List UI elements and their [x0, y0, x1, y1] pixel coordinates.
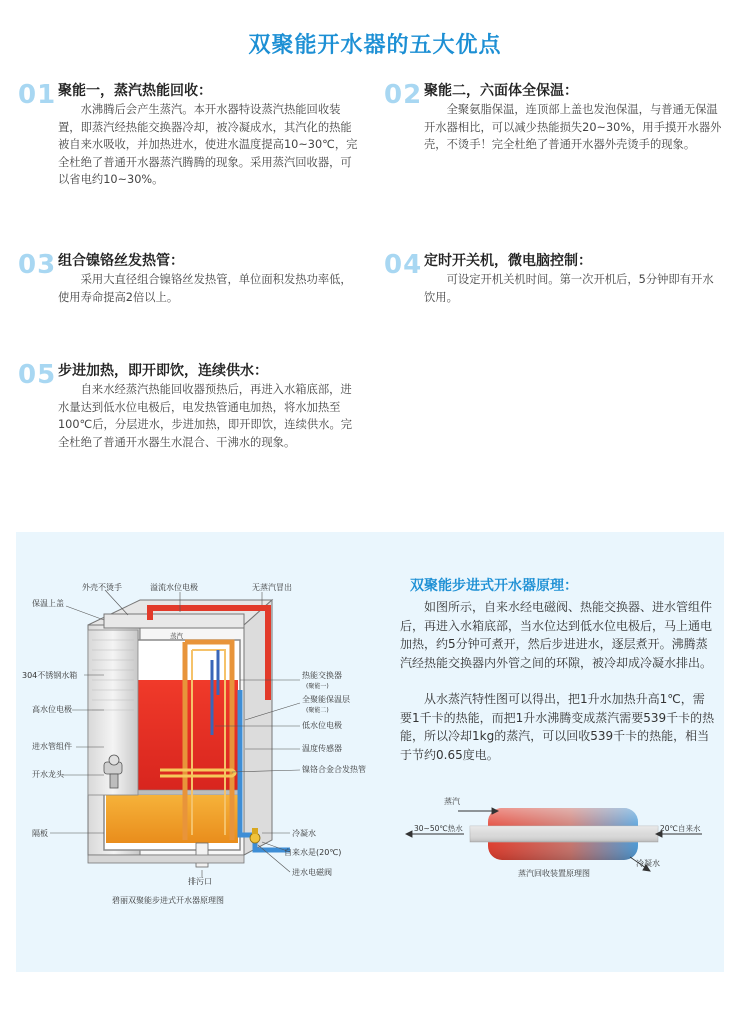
cold-water [106, 795, 238, 843]
label-tap-water: 自来水是(20℃) [284, 848, 342, 857]
label-heater: 镍铬合金合发热管 [302, 765, 366, 774]
feature-title: 聚能一，蒸汽热能回收： [58, 83, 212, 99]
feature-title: 聚能二，六面体全保温： [424, 83, 578, 99]
insulated-lid [104, 614, 244, 628]
label-overflow: 溢流水位电极 [150, 583, 198, 592]
feature-title: 组合镍铬丝发热管： [58, 253, 184, 269]
recovery-cold-in: 20℃自来水 [660, 824, 701, 833]
label-insulation-sub: (聚能二) [306, 707, 329, 714]
recovery-condensate: 冷凝水 [636, 859, 660, 868]
label-drain: 排污口 [188, 877, 212, 886]
feature-number: 01 [18, 80, 57, 110]
label-steam: 蒸汽 [170, 632, 183, 640]
label-faucet: 开水龙头 [32, 770, 64, 779]
feature-body: 可设定开机关机时间。第一次开机后，5分钟即有开水饮用。 [424, 273, 714, 304]
feature-number: 05 [18, 360, 57, 390]
principle-title: 双聚能步进式开水器原理： [410, 578, 578, 594]
label-high-electrode: 高水位电极 [32, 705, 72, 714]
label-insulation: 全聚能保温层 [302, 695, 350, 704]
feature-number: 02 [384, 80, 423, 110]
label-temp-sensor: 温度传感器 [302, 744, 342, 753]
label-exchanger: 热能交换器 [302, 671, 342, 680]
feature-title: 步进加热，即开即饮，连续供水： [58, 363, 268, 379]
page-title: 双聚能开水器的五大优点 [248, 33, 502, 58]
label-exchanger-sub: (聚能一) [306, 683, 329, 690]
cabinet-base [88, 855, 244, 863]
principle-paragraph-1: 如图所示，自来水经电磁阀、热能交换器、进水管组件后，再进入水箱底部，当水位达到低水位电极后，马上通电加热，约5分钟可煮开，然后步进进水，逐层煮开。沸腾蒸汽经热能交换器内外管之间的环隙，被冷却成冷凝水排出。 [400, 600, 713, 670]
label-inlet-pipe: 进水管组件 [32, 742, 72, 751]
diagram-caption: 碧丽双聚能步进式开水器原理图 [112, 896, 224, 905]
feature-body: 采用大直径组合镍铬丝发热管，单位面积发热功率低，使用寿命提高2倍以上。 [58, 273, 352, 304]
feature-body: 自来水经蒸汽热能回收器预热后，再进入水箱底部，进水量达到低水位电极后，电发热管通电加热，将水加热至100℃后，分层进水，步进加热，即开即饮，连续供水。完全杜绝了普通开水器生水混合、干沸水的现象。 [58, 383, 353, 449]
label-tank: 304不锈钢水箱 [22, 671, 78, 680]
label-low-electrode: 低水位电极 [302, 721, 342, 730]
label-partition: 隔板 [32, 829, 48, 838]
label-condensate: 冷凝水 [292, 829, 316, 838]
feature-body: 全聚氨脂保温，连顶部上盖也发泡保温，与普通无保温开水器相比，可以减少热能损失20~30%，用手摸开水器外壳，不烫手！完全杜绝了普通开水器外壳烫手的现象。 [424, 103, 722, 151]
recovery-caption: 蒸汽回收装置原理图 [518, 869, 590, 878]
label-top-cover: 保温上盖 [32, 599, 64, 608]
label-shell: 外壳不烫手 [82, 583, 122, 592]
feature-number: 03 [18, 250, 57, 280]
feature-number: 04 [384, 250, 423, 280]
recovery-steam: 蒸汽 [444, 797, 460, 806]
label-no-steam: 无蒸汽冒出 [252, 583, 292, 592]
principle-paragraph-2: 从水蒸汽特性图可以得出，把1升水加热升高1℃，需要1千卡的热能，而把1升水沸腾变成蒸汽需要539千卡的热能，所以冷却1kg的蒸汽，可以回收539千卡的热能，相当于节约0.65度电。 [400, 692, 715, 762]
label-valve: 进水电磁阀 [292, 868, 332, 877]
feature-title: 定时开关机，微电脑控制： [424, 253, 592, 269]
feature-body: 水沸腾后会产生蒸汽。本开水器特设蒸汽热能回收装置，即蒸汽经热能交换器冷却，被冷凝成水，其汽化的热能被自来水吸收，并加热进水，使进水温度提高10~30℃，完全杜绝了普通开水器蒸汽腾腾的现象。采用蒸汽回收器，可以省电约10~30%。 [58, 103, 358, 186]
recovery-hot-out: 30~50℃热水 [414, 824, 463, 833]
recovery-diagram [406, 796, 702, 878]
